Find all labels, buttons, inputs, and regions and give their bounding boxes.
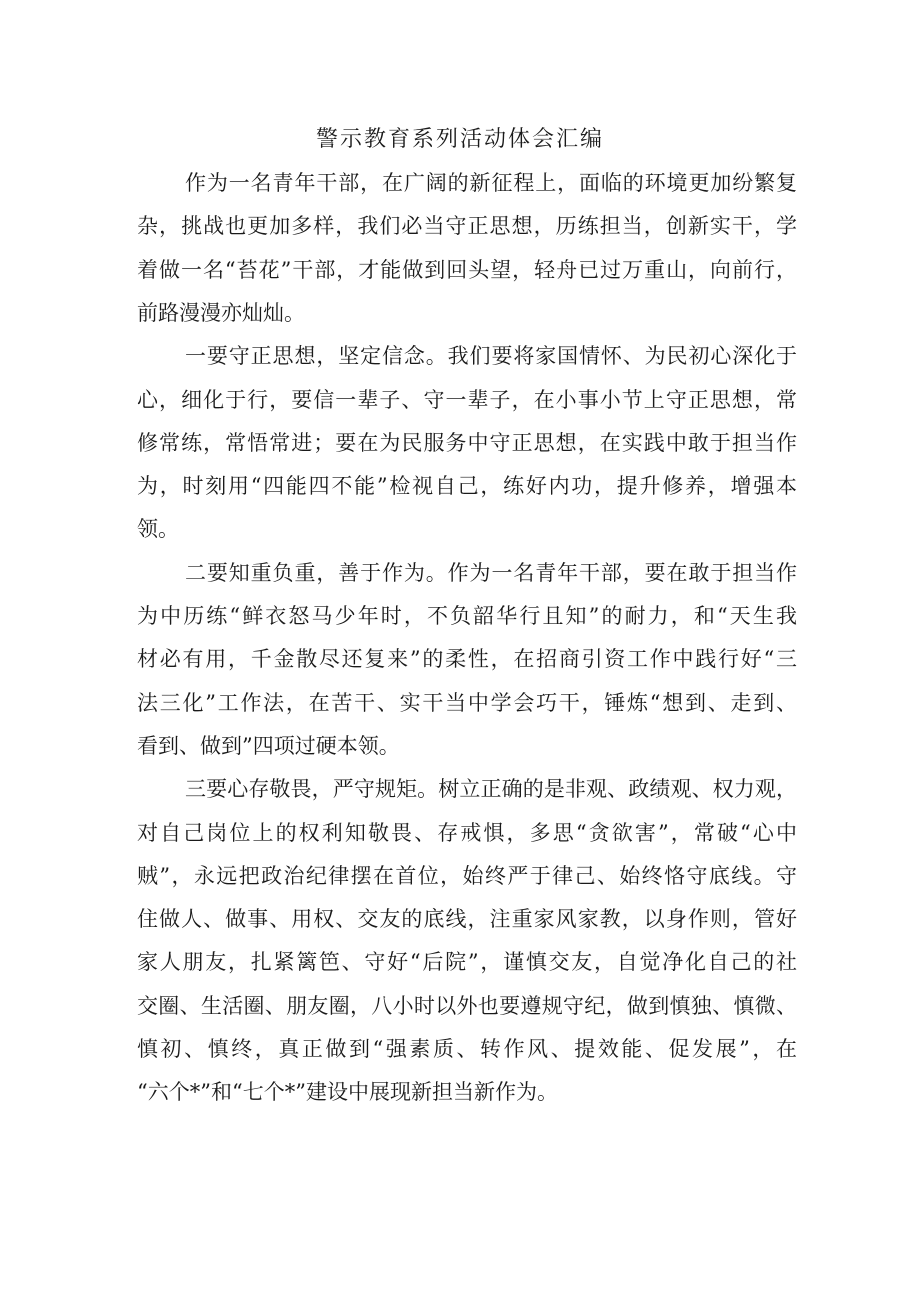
paragraph-4-line-3: 贼”，永远把政治纪律摆在首位，始终严于律己、始终恪守底线。守 bbox=[137, 864, 797, 888]
paragraph-2-line-4: 为，时刻用“四能四不能”检视自己，练好内功，提升修养，增强本 bbox=[137, 474, 797, 498]
paragraph-4-line-2: 对自己岗位上的权利知敬畏、存戒惧，多思“贪欲害”，常破“心中 bbox=[137, 821, 797, 845]
paragraph-3-line-1: 二要知重负重，善于作为。作为一名青年干部，要在敢于担当作 bbox=[185, 561, 797, 585]
paragraph-1-line-4: 前路漫漫亦灿灿。 bbox=[137, 301, 305, 325]
paragraph-4-line-7: 慎初、慎终，真正做到“强素质、转作风、提效能、促发展”，在 bbox=[137, 1037, 797, 1061]
paragraph-3-line-4: 法三化”工作法，在苦干、实干当中学会巧干，锤炼“想到、走到、 bbox=[137, 691, 797, 715]
paragraph-2-line-3: 修常练，常悟常进；要在为民服务中守正思想，在实践中敢于担当作 bbox=[137, 431, 797, 455]
paragraph-4-line-8: “六个*”和“七个*”建设中展现新担当新作为。 bbox=[137, 1080, 558, 1104]
paragraph-3-line-3: 材必有用，千金散尽还复来”的柔性，在招商引资工作中践行好“三 bbox=[137, 647, 797, 671]
paragraph-3-line-2: 为中历练“鲜衣怒马少年时，不负韶华行且知”的耐力，和“天生我 bbox=[137, 604, 797, 628]
paragraph-4-line-4: 住做人、做事、用权、交友的底线，注重家风家教，以身作则，管好 bbox=[137, 907, 797, 931]
paragraph-2-line-5: 领。 bbox=[137, 517, 179, 541]
paragraph-4-line-1: 三要心存敬畏，严守规矩。树立正确的是非观、政绩观、权力观， bbox=[185, 777, 797, 801]
paragraph-1-line-3: 着做一名“苔花”干部，才能做到回头望，轻舟已过万重山，向前行， bbox=[137, 258, 797, 282]
paragraph-4-line-5: 家人朋友，扎紧篱笆、守好“后院”，谨慎交友，自觉净化自己的社 bbox=[137, 950, 797, 974]
document-title: 警示教育系列活动体会汇编 bbox=[315, 127, 604, 152]
paragraph-2-line-1: 一要守正思想，坚定信念。我们要将家国情怀、为民初心深化于 bbox=[185, 344, 797, 368]
paragraph-4-line-6: 交圈、生活圈、朋友圈，八小时以外也要遵规守纪，做到慎独、慎微、 bbox=[137, 994, 797, 1018]
paragraph-1-line-2: 杂，挑战也更加多样，我们必当守正思想，历练担当，创新实干，学 bbox=[137, 214, 797, 238]
paragraph-1-line-1: 作为一名青年干部，在广阔的新征程上，面临的环境更加纷繁复 bbox=[185, 171, 797, 195]
paragraph-2-line-2: 心，细化于行，要信一辈子、守一辈子，在小事小节上守正思想，常 bbox=[137, 388, 797, 412]
paragraph-3-line-5: 看到、做到”四项过硬本领。 bbox=[137, 734, 400, 758]
